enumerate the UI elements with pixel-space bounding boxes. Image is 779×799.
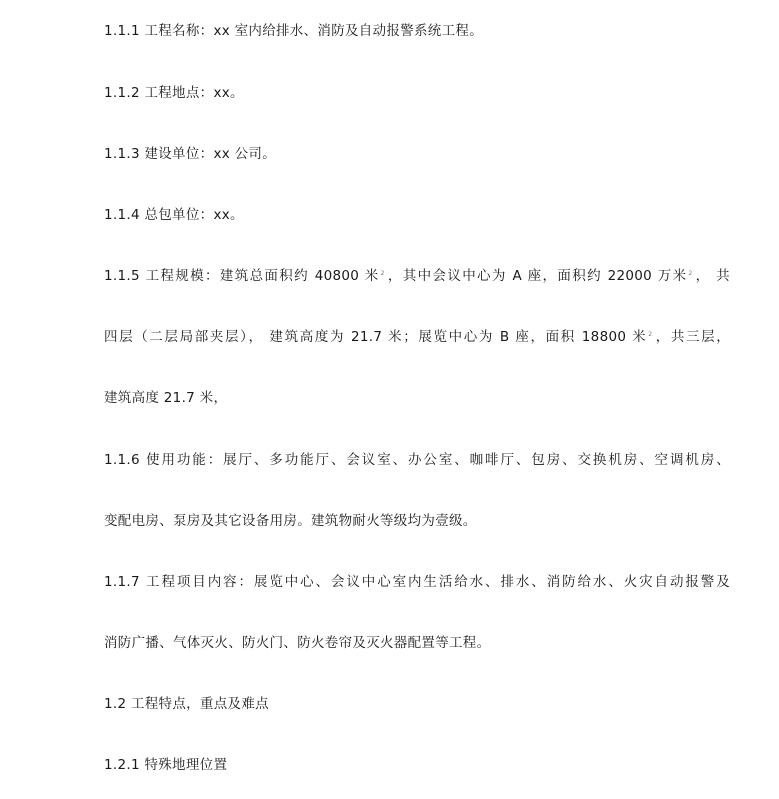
scale-text-part1: 1.1.5 工程规模：建筑总面积约 40800 米 bbox=[104, 268, 380, 284]
paragraph-project-scale-line2 bbox=[104, 328, 730, 346]
paragraph-project-location: 1.1.2 工程地点：xx。 bbox=[104, 85, 244, 101]
paragraph-usage-function-line2: 变配电房、泵房及其它设备用房。建筑物耐火等级均为壹级。 bbox=[104, 513, 477, 529]
paragraph-project-content-line1: 1.1.7 工程项目内容：展览中心、会议中心室内生活给水、排水、消防给水、火灾自动报警及 bbox=[104, 574, 730, 590]
paragraph-project-name: 1.1.1 工程名称：xx 室内给排水、消防及自动报警系统工程。 bbox=[104, 23, 484, 39]
heading-special-location: 1.2.1 特殊地理位置 bbox=[104, 757, 228, 773]
scale-text-part3: ， 共 bbox=[694, 268, 730, 284]
scale-text-part5: ，共三层， bbox=[654, 329, 730, 345]
scale-text-part4: 四层（二层局部夹层）， 建筑高度为 21.7 米；展览中心为 B 座，面积 18800 米 bbox=[104, 329, 648, 345]
paragraph-usage-function-line1: 1.1.6 使用功能：展厅、多功能厅、会议室、办公室、咖啡厅、包房、交换机房、空调机房、 bbox=[104, 452, 730, 468]
square-meter-superscript: 2 bbox=[648, 330, 653, 338]
paragraph-general-contractor: 1.1.4 总包单位：xx。 bbox=[104, 207, 244, 223]
paragraph-project-content-line2: 消防广播、气体灭火、防火门、防火卷帘及灭火器配置等工程。 bbox=[104, 635, 491, 651]
scale-text-part2: ，其中会议中心为 A 座，面积约 22000 万米 bbox=[386, 268, 688, 284]
heading-project-features: 1.2 工程特点，重点及难点 bbox=[104, 696, 269, 712]
paragraph-construction-unit: 1.1.3 建设单位：xx 公司。 bbox=[104, 146, 277, 162]
paragraph-project-scale-line3: 建筑高度 21.7 米， bbox=[104, 390, 228, 406]
square-meter-superscript: 2 bbox=[380, 269, 385, 277]
square-meter-superscript: 2 bbox=[688, 269, 693, 277]
paragraph-project-scale-line1 bbox=[104, 267, 730, 285]
